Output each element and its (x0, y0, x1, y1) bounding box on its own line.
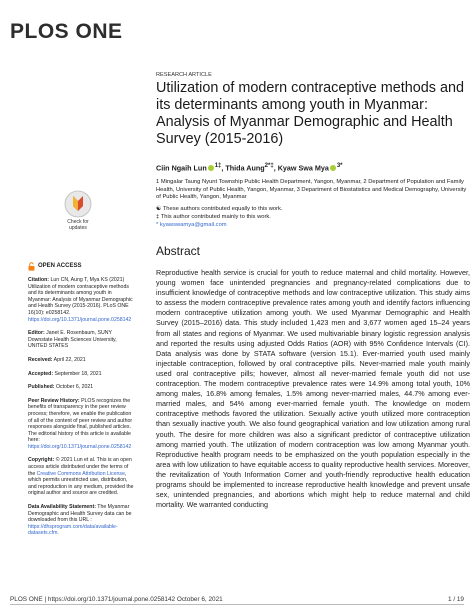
author-name[interactable]: Thida Aung (225, 163, 265, 173)
received-date: April 22, 2021 (53, 356, 86, 363)
data-availability-text: The Myanmar Demographic and Health Survey data can be downloaded from this URL : (28, 504, 132, 524)
author-notes (156, 206, 468, 221)
copyright-block (28, 457, 136, 497)
published-date: October 6, 2021 (55, 384, 94, 391)
copyright-text: , which permits unrestricted use, distribution, and reproduction in any medium, provided the original author and source are credited. (28, 470, 134, 497)
data-availability-label: Data Availability Statement: (28, 504, 96, 511)
article-title: Utilization of modern contraceptive methods and its determinants among youth in Myanmar: Analysis of Myanmar Demographic and Health Survey (2015-2016) (156, 80, 464, 147)
badge-label: updates (69, 224, 87, 231)
received-block (28, 357, 136, 364)
article-sidebar (28, 262, 136, 544)
footer-divider (10, 604, 464, 605)
author-name[interactable]: Ciin Ngaih Lun (156, 163, 207, 173)
article-type: RESEARCH ARTICLE (156, 72, 212, 78)
author-affil: 1‡ (214, 163, 222, 169)
orcid-icon[interactable] (330, 165, 336, 171)
citation-text: Lun CN, Aung T, Mya KS (2021) Utilization of modern contraceptive methods and its determinants among youth in Myanmar: Analysis of Myanmar Demographic and Health Survey (2015-2016). PLoS ONE 16(10): e0258142. (28, 277, 133, 316)
author-affil: 2*‡ (264, 163, 274, 169)
copyright-text: © 2021 Lun et al. This is an open access article distributed under the terms of the (28, 457, 132, 477)
citation-doi-link[interactable]: https://doi.org/10.1371/journal.pone.0258142 (28, 316, 132, 323)
author-list: Ciin Ngaih Lun $^{1\ddagger}$, Thida Aung$^{2*\ddagger}$, Kyaw Swa Mya $^{3*}$ (156, 163, 343, 173)
open-access-text: OPEN ACCESS (38, 263, 82, 270)
abstract-body: Reproductive health service is crucial for youth to reduce maternal and child mortality. However, young women face unintended pregnancies and pregnancy-related complications due to insufficient knowledge of contraceptive methods and low contraceptive utilization. This study aims to assess the modern contraceptive prevalence rates among youth and identify factors influencing modern contraceptive utilization among youth. We used Myanmar Demographic and Health Survey (2015–2016) data. This study included 1,423 men and 3,677 women aged 15–24 years from all states and regions of Myanmar. We used multivariable binary logistic regression analysis and reported the results using adjusted Odds Ratios (AOR) with 95% Confidence Intervals (CI). Data analysis was done by STATA software (version 15.1). Ever-married youth used mainly injectable contraception, followed by oral contraceptive pills. Never-married male youth mainly used oral contraceptive pills; however, almost all never-married female youth did not use contraception. The modern contraceptive prevalence rates were 14.9% among total youth, 10% among males, 16.8% among females, 1.5% among never-married males, 44.7% among ever-married males, and 54% among ever-married female youth. The knowledge on modern contraceptive methods favored the utilization. Sexually active youth utilized more contraception than sexually inactive youth. We also found geographical variation and low utilization among rural youth. The desire for more children was also a significant predictor of contraceptive utilization among married youth. The utilization of modern contraception was low among Myanmar youth. Reproductive health program needs to be emphasized on the youth population especially in the area with low utilization to have equitable access to quality reproductive health services. Moreover, the revitalization of Youth Information Corner and youth-friendly reproductive health education programs should be implemented to increase reproductive health knowledge and prevent unsafe sex, unintended pregnancies, and abortions which might help to reduce maternal and child mortality. We warranted conducting (156, 268, 470, 510)
badge-label: Check for (67, 219, 89, 225)
editor-block (28, 330, 136, 350)
accepted-block (28, 371, 136, 378)
accepted-date: September 18, 2021 (54, 370, 102, 377)
orcid-icon[interactable] (208, 165, 214, 171)
peer-review-block (28, 398, 136, 451)
open-lock-icon (28, 262, 35, 271)
page-footer (10, 596, 464, 603)
note-equal: ☯ These authors contributed equally to this work. (156, 206, 283, 212)
editor-text: Janet E. Rosenbaum, SUNY Downstate Health Sciences University, UNITED STATES (28, 330, 117, 350)
license-link[interactable]: Creative Commons Attribution License (36, 470, 125, 477)
footer-citation: PLOS ONE | https://doi.org/10.1371/journal.pone.0258142 October 6, 2021 (10, 596, 223, 603)
abstract-heading: Abstract (156, 244, 201, 258)
open-access-label (28, 262, 136, 271)
affiliations: 1 Mingalar Taung Nyunt Township Public Health Department, Yangon, Myanmar, 2 Department of Population and Family Health, University of Public Health, Yangon, Myanmar, 3 Department of Biostatistics and Medical Demography, University of Public Health, Yangon, Myanmar (156, 179, 467, 201)
citation-block (28, 277, 136, 323)
peer-review-doi-link[interactable]: https://doi.org/10.1371/journal.pone.0258142 (28, 443, 132, 450)
peer-review-label: Peer Review History: (28, 397, 80, 404)
peer-review-text: PLOS recognizes the benefits of transparency in the peer review process; therefore, we enable the publication of all of the content of peer review and author responses alongside final, published articles. The editorial history of this article is available here: (28, 397, 133, 444)
citation-label: Citation: (28, 277, 50, 283)
journal-logo[interactable]: PLOS ONE (10, 20, 123, 43)
accepted-label: Accepted: (28, 370, 54, 377)
check-for-updates-icon (64, 190, 92, 218)
editor-label: Editor: (28, 330, 45, 337)
author-affil: 3* (336, 163, 343, 169)
page-number: 1 / 19 (448, 596, 464, 603)
check-for-updates-badge[interactable] (60, 190, 96, 234)
corresponding-email[interactable]: * kyawswamya@gmail.com (156, 222, 227, 228)
published-block (28, 384, 136, 391)
data-availability-link[interactable]: https://dhsprogram.com/data/available-datasets.cfm. (28, 523, 118, 537)
copyright-label: Copyright: (28, 457, 55, 464)
note-main: ‡ This author contributed mainly to this work. (156, 213, 271, 220)
author-name[interactable]: Kyaw Swa Mya (277, 163, 329, 173)
data-availability-block (28, 504, 136, 537)
received-label: Received: (28, 356, 53, 363)
published-label: Published: (28, 384, 55, 391)
